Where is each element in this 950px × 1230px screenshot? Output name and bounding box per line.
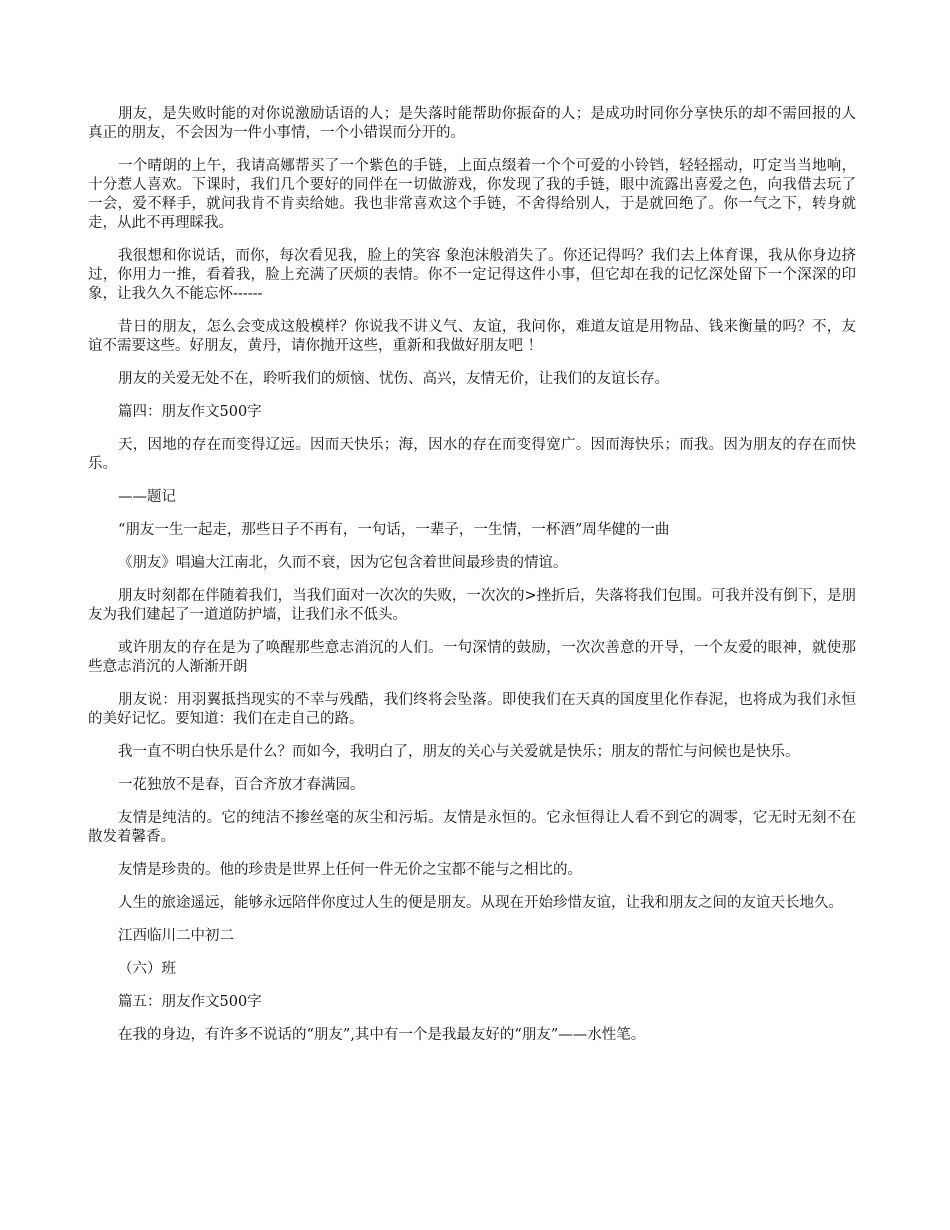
paragraph-10: 或许朋友的存在是为了唤醒那些意志消沉的人们。一句深情的鼓励，一次次善意的开导，一个友爱的眼神，就使那些意志消沉的人渐渐开朗 (88, 640, 856, 675)
paragraph-6: 天，因地的存在而变得辽远。因而天快乐；海，因水的存在而变得宽广。因而海快乐；而我。因为朋友的存在而快乐。 (88, 437, 856, 472)
paragraph-5: 朋友的关爱无处不在，聆听我们的烦恼、忧伤、高兴，友情无价，让我们的友谊长存。 (118, 371, 669, 387)
paragraph-8: 《朋友》唱遍大江南北，久而不衰，因为它包含着世间最珍贵的情谊。 (118, 555, 568, 571)
paragraph-2: 一个晴朗的上午，我请高娜帮买了一个紫色的手链，上面点缀着一个个可爱的小铃铛，轻轻摇动，叮定当当地响，十分惹人喜欢。下课时，我们几个要好的同伴在一切做游戏，你发现了我的手链，眼中流露出喜爱之色，向我借去玩了一会，爱不释手，就问我肯不肯卖给她。我也非常喜欢这个手链，不舍得给别人，于是就回绝了。你一气之下，转身就走，从此不再理睬我。 (88, 158, 856, 231)
section-heading-4: 篇四：朋友作文500字 (118, 404, 262, 420)
paragraph-11: 朋友说：用羽翼抵挡现实的不幸与残酷，我们终将会坠落。即使我们在天真的国度里化作春泥，也将成为我们永恒的美好记忆。要知道：我们在走自己的路。 (88, 692, 856, 727)
epigraph-label: ——题记 (118, 489, 176, 505)
section-heading-5: 篇五：朋友作文500字 (118, 994, 262, 1010)
paragraph-4: 昔日的朋友，怎么会变成这般模样？你说我不讲义气、友谊，我问你，难道友谊是用物品、钱来衡量的吗？不，友谊不需要这些。好朋友，黄丹，请你抛开这些，重新和我做好朋友吧 ！ (88, 319, 856, 354)
paragraph-1: 朋友，是失败时能的对你说激励话语的人；是失落时能帮助你振奋的人；是成功时同你分享快乐的却不需回报的人真正的朋友，不会因为一件小事情，一个小错误而分开的。 (88, 106, 856, 141)
paragraph-7: “朋友一生一起走，那些日子不再有，一句话，一辈子，一生情，一杯酒”周华健的一曲 (118, 522, 670, 538)
paragraph-13: 一花独放不是春，百合齐放才春满园。 (118, 777, 365, 793)
document-page (88, 105, 856, 1059)
paragraph-9: 朋友时刻都在伴随着我们，当我们面对一次次的失败，一次次的>挫折后，失落将我们包围。可我并没有倒下，是朋友为我们建起了一道道防护墙，让我们永不低头。 (88, 588, 856, 623)
author-class: （六）班 (118, 961, 176, 977)
paragraph-17: 在我的身边，有许多不说话的“朋友”,其中有一个是我最友好的“朋友”——水性笔。 (118, 1027, 646, 1043)
paragraph-14: 友情是纯洁的。它的纯洁不掺丝毫的灰尘和污垢。友情是永恒的。它永恒得让人看不到它的凋零，它无时无刻不在散发着馨香。 (88, 810, 856, 845)
paragraph-12: 我一直不明白快乐是什么？而如今，我明白了，朋友的关心与关爱就是快乐；朋友的帮忙与问候也是快乐。 (118, 744, 800, 760)
paragraph-16: 人生的旅途遥远，能够永远陪伴你度过人生的便是朋友。从现在开始珍惜友谊，让我和朋友之间的友谊天长地久。 (118, 895, 843, 911)
paragraph-15: 友情是珍贵的。他的珍贵是世界上任何一件无价之宝都不能与之相比的。 (118, 862, 582, 878)
author-school: 江西临川二中初二 (118, 928, 234, 944)
paragraph-3: 我很想和你说话，而你，每次看见我，脸上的笑容 象泡沫般消失了。你还记得吗？我们去上体育课，我从你身边挤过，你用力一推，看着我，脸上充满了厌烦的表情。你不一定记得这件小事，但它却在我的记忆深处留下一个深深的印象，让我久久不能忘怀------ (88, 248, 856, 302)
